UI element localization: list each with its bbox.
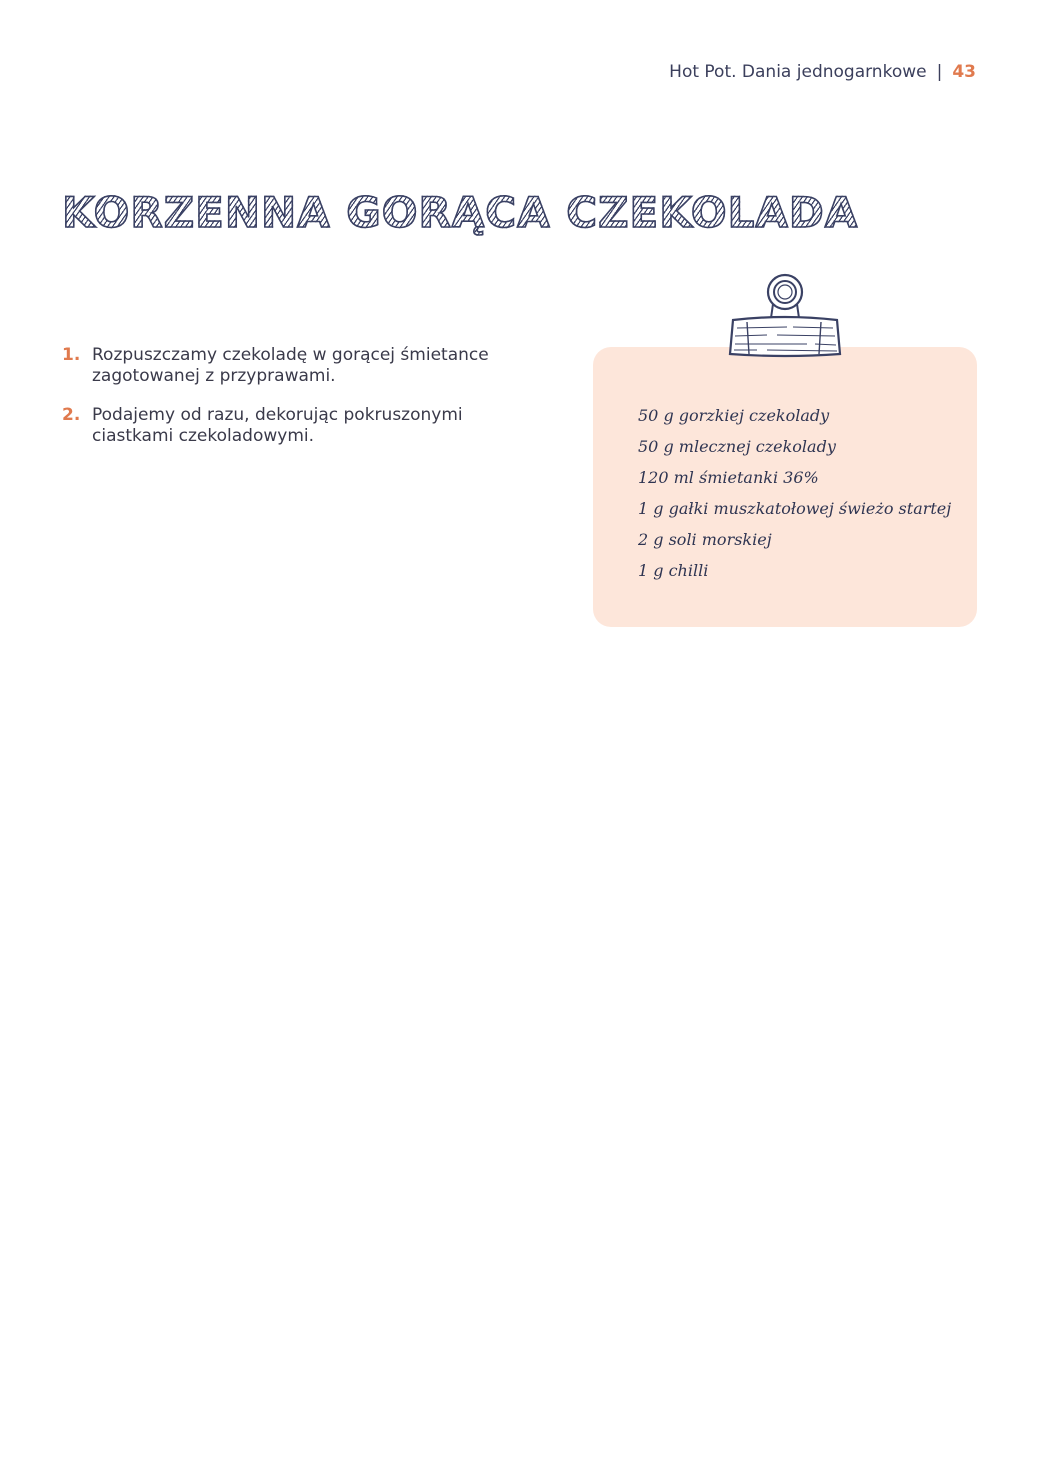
book-title: Hot Pot. Dania jednogarnkowe <box>669 62 927 82</box>
ingredient-item: 50 g mlecznej czekolady <box>638 437 836 456</box>
recipe-title: KORZENNA GORĄCA CZEKOLADA <box>62 188 859 237</box>
step-text: Podajemy od razu, dekorując pokruszonymi ciastkami czekoladowymi. <box>92 405 463 446</box>
header-separator: | <box>936 62 943 82</box>
step-text: Rozpuszczamy czekoladę w gorącej śmietance zagotowanej z przyprawami. <box>92 345 489 386</box>
running-header <box>669 62 976 82</box>
ingredient-item: 1 g chilli <box>638 561 709 580</box>
step-number: 2. <box>62 405 81 425</box>
steps-list <box>62 345 532 465</box>
binder-clip-icon <box>727 270 843 360</box>
ingredient-item: 120 ml śmietanki 36% <box>638 468 819 487</box>
page-number: 43 <box>952 62 976 82</box>
ingredient-item: 1 g gałki muszkatołowej świeżo startej <box>638 499 952 518</box>
step-item <box>62 345 532 387</box>
step-number: 1. <box>62 345 81 365</box>
ingredient-item: 50 g gorzkiej czekolady <box>638 406 830 425</box>
ingredient-item: 2 g soli morskiej <box>638 530 772 549</box>
step-item <box>62 405 532 447</box>
ingredients-list <box>638 400 951 586</box>
